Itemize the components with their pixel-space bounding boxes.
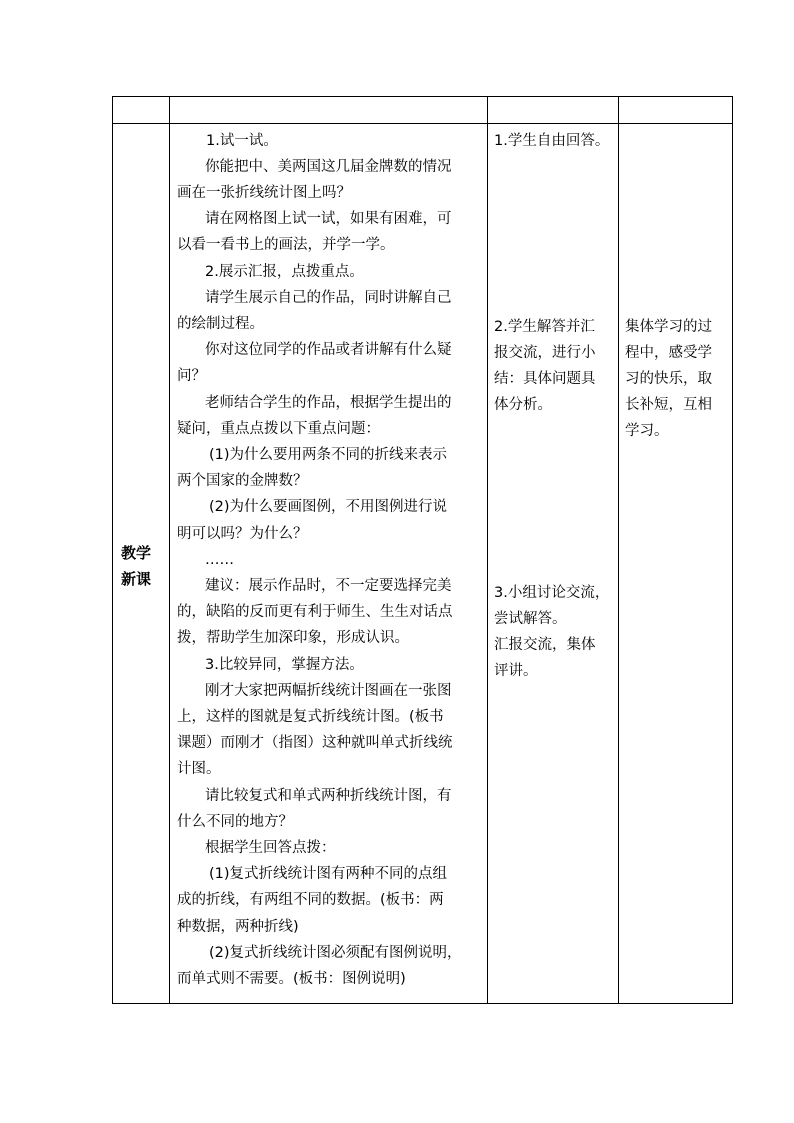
teacher-line: 成的折线，有两组不同的数据。(板书：两	[177, 892, 444, 908]
teacher-line: 明可以吗？为什么？	[177, 526, 308, 542]
teacher-line: 1.试一试。	[206, 133, 278, 149]
teacher-line: 课题）而刚才（指图）这种就叫单式折线统	[177, 735, 453, 751]
student-line: 尝试解答。	[494, 611, 567, 627]
teacher-line: 拨，帮助学生加深印象，形成认识。	[177, 630, 409, 646]
teacher-line: 计图。	[177, 761, 221, 777]
teacher-line: 画在一张折线统计图上吗？	[177, 185, 351, 201]
teacher-line: 你能把中、美两国这几届金牌数的情况	[205, 159, 452, 175]
table-border-top	[112, 96, 733, 97]
teacher-line: 什么不同的地方？	[177, 814, 293, 830]
student-line: 3.小组讨论交流，	[494, 585, 610, 601]
teacher-line: 两个国家的金牌数？	[177, 473, 308, 489]
student-line: 体分析。	[494, 397, 552, 413]
intent-line: 集体学习的过	[625, 319, 712, 335]
table-header-divider	[112, 123, 733, 124]
teacher-line: 上，这样的图就是复式折线统计图。(板书	[177, 709, 444, 725]
teacher-line: (2)为什么要画图例，不用图例进行说	[209, 499, 448, 515]
student-line: 1.学生自由回答。	[494, 133, 610, 149]
teacher-line: 2.展示汇报，点拨重点。	[205, 264, 364, 280]
student-line: 汇报交流，集体	[494, 637, 596, 653]
teacher-line: 请比较复式和单式两种折线统计图，有	[205, 788, 452, 804]
table-border-right	[732, 96, 733, 1004]
teacher-line: (1)为什么要用两条不同的折线来表示	[209, 447, 448, 463]
section-label-line: 新课	[121, 570, 152, 588]
student-line: 报交流，进行小	[494, 345, 596, 361]
teacher-line: 建议：展示作品时，不一定要选择完美	[205, 578, 452, 594]
teacher-line: 3.比较异同，掌握方法。	[205, 657, 364, 673]
student-line: 结：具体问题具	[494, 371, 596, 387]
teacher-line: 种数据，两种折线)	[177, 919, 299, 935]
teacher-line: 以看一看书上的画法，并学一学。	[177, 237, 395, 253]
intent-line: 学习。	[625, 423, 669, 439]
teacher-line: 你对这位同学的作品或者讲解有什么疑	[205, 342, 452, 358]
table-col-divider-2	[487, 96, 488, 1004]
intent-line: 程中，感受学	[625, 345, 712, 361]
teacher-line: 的，缺陷的反而更有利于师生、生生对话点	[177, 604, 453, 620]
section-label-line: 教学	[121, 544, 152, 562]
teacher-line: 请在网格图上试一试，如果有困难，可	[205, 211, 452, 227]
teacher-line: 的绘制过程。	[177, 316, 264, 332]
table-border-left	[112, 96, 113, 1004]
table-border-bottom	[112, 1003, 733, 1004]
table-col-divider-3	[618, 96, 619, 1004]
teacher-line: 疑问，重点点拨以下重点问题：	[177, 421, 380, 437]
intent-line: 长补短，互相	[625, 397, 712, 413]
teacher-line: 刚才大家把两幅折线统计图画在一张图	[205, 683, 452, 699]
teacher-line: 根据学生回答点拨：	[205, 840, 336, 856]
section-label	[121, 540, 151, 592]
student-line: 2.学生解答并汇	[494, 319, 595, 335]
table-col-divider-1	[169, 96, 170, 1004]
teacher-line: 老师结合学生的作品，根据学生提出的	[205, 395, 452, 411]
teacher-line: (2)复式折线统计图必须配有图例说明，	[209, 945, 462, 961]
student-line: 评讲。	[494, 663, 538, 679]
intent-line: 习的快乐，取	[625, 371, 712, 387]
teacher-line: 请学生展示自己的作品，同时讲解自己	[205, 290, 452, 306]
teacher-line: (1)复式折线统计图有两种不同的点组	[209, 866, 448, 882]
teacher-line: 而单式则不需要。(板书：图例说明)	[177, 971, 406, 987]
teacher-line: ……	[205, 552, 234, 568]
teacher-line: 问？	[177, 368, 206, 384]
